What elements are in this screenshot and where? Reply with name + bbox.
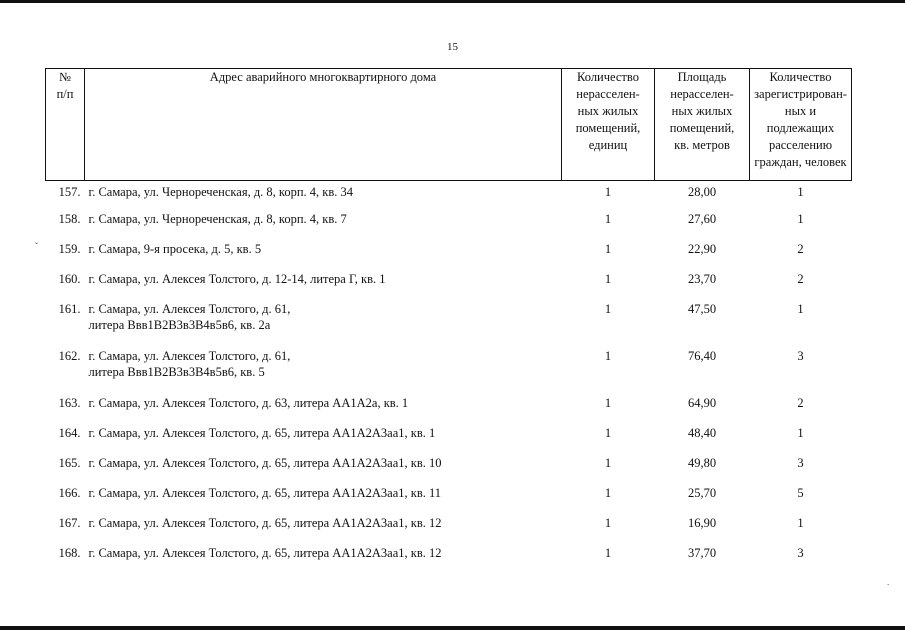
row-area: 22,90 [687, 242, 717, 256]
row-address [85, 455, 562, 485]
row-people-count: 3 [797, 349, 804, 363]
row-people-count: 1 [797, 302, 804, 316]
address-line: г. Самара, ул. Чернореченская, д. 8, корп. 4, кв. 7 [88, 212, 347, 226]
row-unit-count: 1 [604, 516, 612, 530]
row-unit-count: 1 [604, 486, 612, 500]
table-row [46, 301, 852, 348]
address-line: г. Самара, ул. Алексея Толстого, д. 65, литера АА1А2А3аа1, кв. 12 [88, 516, 442, 530]
row-address [85, 241, 562, 271]
row-address [85, 271, 562, 301]
row-unit-count: 1 [604, 396, 612, 410]
row-unit-count: 1 [604, 546, 612, 560]
row-area: 16,90 [687, 516, 717, 530]
header-area: Площадь нерасселен- ных жилых помещений, кв. метров [655, 69, 750, 181]
row-unit-count: 1 [604, 242, 612, 256]
address-line: г. Самара, ул. Алексея Толстого, д. 65, литера АА1А2А3аа1, кв. 10 [88, 456, 442, 470]
address-line: г. Самара, ул. Алексея Толстого, д. 65, литера АА1А2А3аа1, кв. 1 [88, 426, 436, 440]
table-row [46, 455, 852, 485]
row-area: 48,40 [687, 426, 717, 440]
table-row [46, 545, 852, 575]
row-address [85, 348, 562, 395]
address-line: литера Ввв1В2В3в3В4в5в6, кв. 5 [88, 365, 265, 379]
row-address [85, 211, 562, 241]
table-row [46, 181, 852, 212]
address-line: г. Самара, ул. Алексея Толстого, д. 61, [88, 349, 291, 363]
row-area: 47,50 [687, 302, 717, 316]
row-number: 161. [58, 302, 81, 316]
row-unit-count: 1 [604, 456, 612, 470]
row-area: 49,80 [687, 456, 717, 470]
header-num: № п/п [46, 69, 85, 181]
table-body [46, 181, 852, 576]
row-address [85, 515, 562, 545]
row-area: 23,70 [687, 272, 717, 286]
header-row [46, 69, 852, 181]
row-people-count: 2 [797, 272, 804, 286]
row-people-count: 2 [797, 242, 804, 256]
row-people-count: 1 [797, 426, 804, 440]
address-line: г. Самара, ул. Алексея Толстого, д. 65, литера АА1А2А3аа1, кв. 11 [88, 486, 442, 500]
row-address [85, 485, 562, 515]
row-address [85, 545, 562, 575]
row-people-count: 1 [797, 185, 804, 199]
row-number: 160. [58, 272, 81, 286]
row-people-count: 1 [797, 212, 804, 226]
row-unit-count: 1 [604, 302, 612, 316]
table-row [46, 485, 852, 515]
row-area: 76,40 [687, 349, 717, 363]
page-bottom-border [0, 626, 905, 630]
header-count: Количество нерасселен- ных жилых помещений, единиц [562, 69, 655, 181]
address-line: г. Самара, ул. Алексея Толстого, д. 63, литера АА1А2а, кв. 1 [88, 396, 409, 410]
row-address [85, 395, 562, 425]
header-people: Количество зарегистрирован- ных и подлежащих расселению граждан, человек [750, 69, 852, 181]
row-people-count: 5 [797, 486, 804, 500]
table-header [46, 69, 852, 181]
row-number: 166. [58, 486, 81, 500]
row-number: 158. [58, 212, 81, 226]
row-area: 37,70 [687, 546, 717, 560]
row-number: 157. [58, 185, 81, 199]
table-row [46, 211, 852, 241]
row-unit-count: 1 [604, 349, 612, 363]
row-unit-count: 1 [604, 426, 612, 440]
address-line: литера Ввв1В2В3в3В4в5в6, кв. 2а [88, 318, 271, 332]
scan-speck: . [887, 577, 890, 587]
table-row [46, 515, 852, 545]
row-number: 167. [58, 516, 81, 530]
address-line: г. Самара, 9-я просека, д. 5, кв. 5 [88, 242, 262, 256]
row-number: 168. [58, 546, 81, 560]
row-people-count: 3 [797, 456, 804, 470]
table-row [46, 271, 852, 301]
address-line: г. Самара, ул. Алексея Толстого, д. 61, [88, 302, 291, 316]
row-people-count: 3 [797, 546, 804, 560]
row-number: 164. [58, 426, 81, 440]
row-unit-count: 1 [604, 272, 612, 286]
row-unit-count: 1 [604, 212, 612, 226]
scan-speck: ˇ [35, 241, 38, 251]
table-row [46, 425, 852, 455]
row-area: 64,90 [687, 396, 717, 410]
address-line: г. Самара, ул. Алексея Толстого, д. 65, литера АА1А2А3аа1, кв. 12 [88, 546, 442, 560]
address-line: г. Самара, ул. Алексея Толстого, д. 12-14, литера Г, кв. 1 [88, 272, 386, 286]
row-number: 165. [58, 456, 81, 470]
table-row [46, 241, 852, 271]
table-row [46, 348, 852, 395]
row-area: 25,70 [687, 486, 717, 500]
row-area: 27,60 [687, 212, 717, 226]
row-area: 28,00 [687, 185, 717, 199]
row-address [85, 301, 562, 348]
page-top-border [0, 0, 905, 3]
row-number: 162. [58, 349, 81, 363]
row-people-count: 1 [797, 516, 804, 530]
row-address [85, 425, 562, 455]
row-people-count: 2 [797, 396, 804, 410]
resettlement-table [45, 68, 852, 575]
row-address [85, 181, 562, 212]
row-unit-count: 1 [604, 185, 612, 199]
row-number: 159. [58, 242, 81, 256]
row-number: 163. [58, 396, 81, 410]
address-line: г. Самара, ул. Чернореченская, д. 8, корп. 4, кв. 34 [88, 185, 354, 199]
header-address: Адрес аварийного многоквартирного дома [85, 69, 562, 181]
page-number: 15 [447, 41, 458, 53]
table-row [46, 395, 852, 425]
